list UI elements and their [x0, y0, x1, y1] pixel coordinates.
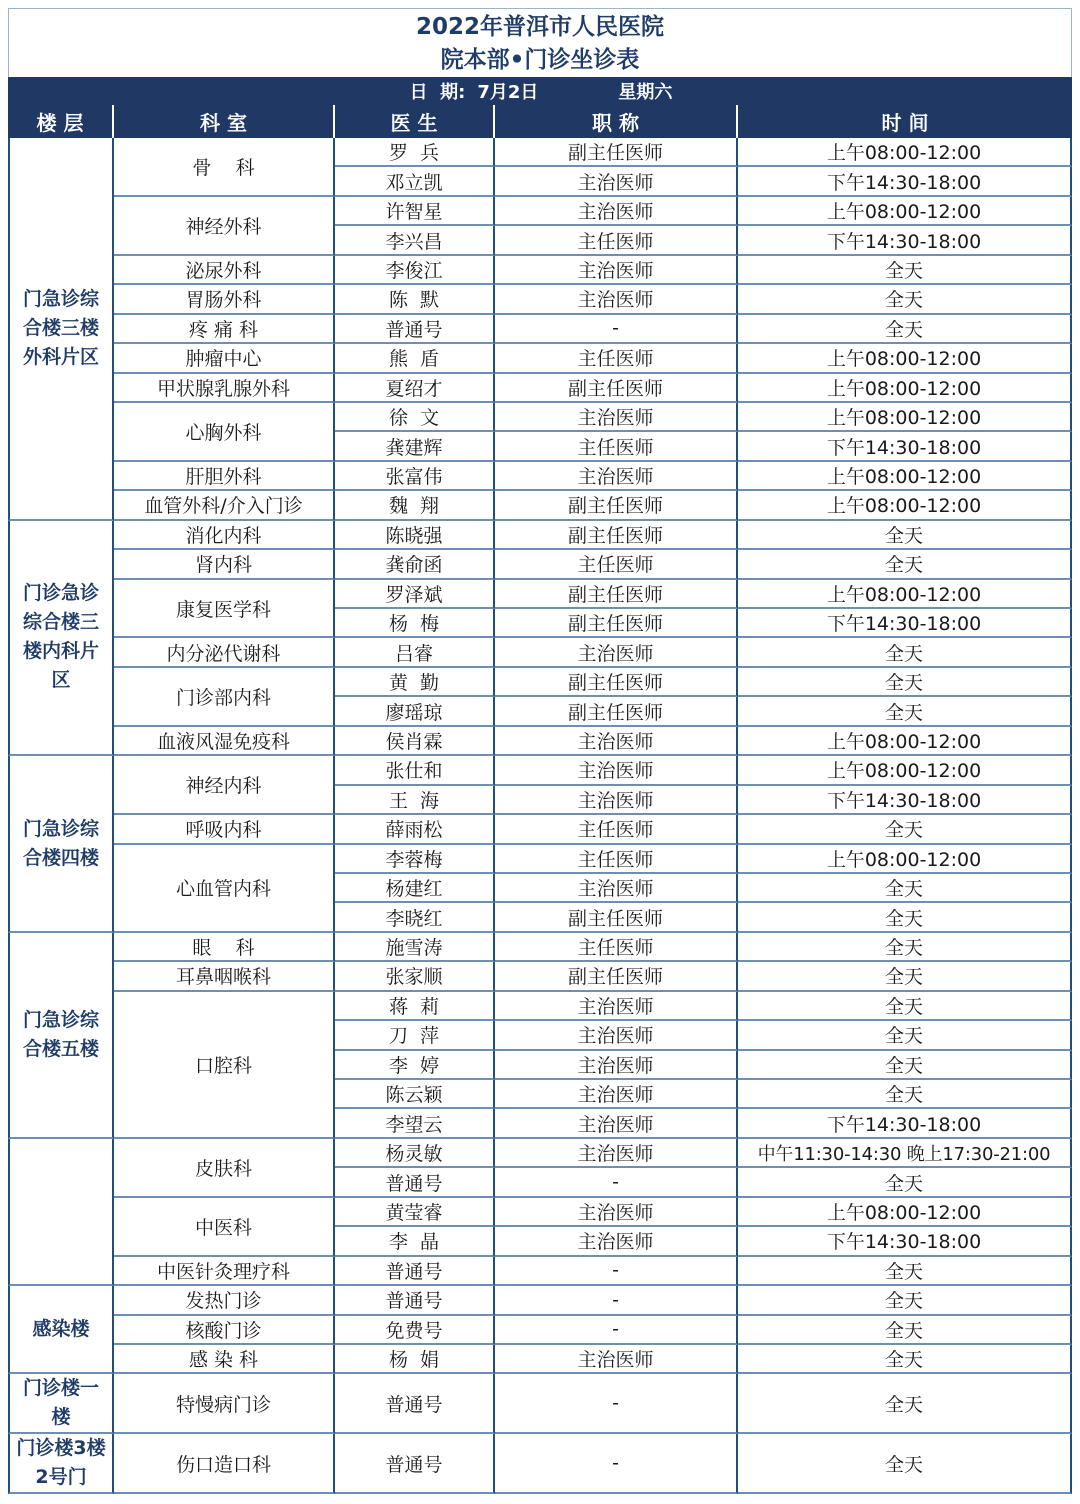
doctor-cell: 徐 文	[335, 403, 495, 432]
doctor-cell: 张仕和	[335, 756, 495, 785]
doctor-cell: 蒋 莉	[335, 992, 495, 1021]
time-cell: 全天	[738, 668, 1072, 697]
title-cell: 主任医师	[495, 845, 738, 874]
department-cell: 内分泌代谢科	[114, 638, 335, 667]
department-cell: 呼吸内科	[114, 815, 335, 844]
doctor-cell: 王 海	[335, 786, 495, 815]
department-cell: 肾内科	[114, 550, 335, 579]
col-header-doctor: 医 生	[335, 105, 495, 138]
title-cell: 主治医师	[495, 197, 738, 226]
department-cell: 心胸外科	[114, 403, 335, 462]
title-cell: 副主任医师	[495, 962, 738, 991]
title-cell: 主治医师	[495, 992, 738, 1021]
department-cell: 核酸门诊	[114, 1316, 335, 1345]
time-cell: 下午14:30-18:00	[738, 1109, 1072, 1138]
doctor-cell: 李 晶	[335, 1227, 495, 1256]
doctor-cell: 李晓红	[335, 903, 495, 932]
title-cell: 副主任医师	[495, 580, 738, 609]
department-cell: 甲状腺乳腺外科	[114, 374, 335, 403]
department-cell: 血液风湿免疫科	[114, 727, 335, 756]
doctor-cell: 龚俞函	[335, 550, 495, 579]
title-cell: 主治医师	[495, 1051, 738, 1080]
date-value: 7月2日	[477, 82, 539, 103]
title-cell: 副主任医师	[495, 609, 738, 638]
doctor-cell: 侯肖霖	[335, 727, 495, 756]
col-header-floor: 楼 层	[8, 105, 114, 138]
doctor-cell: 杨 梅	[335, 609, 495, 638]
doctor-cell: 李蓉梅	[335, 845, 495, 874]
doctor-cell: 陈云颖	[335, 1080, 495, 1109]
doctor-cell: 普通号	[335, 315, 495, 344]
department-cell: 伤口造口科	[114, 1434, 335, 1494]
title-cell: 主治医师	[495, 1021, 738, 1050]
department-cell: 特慢病门诊	[114, 1374, 335, 1434]
title-cell: 主治医师	[495, 462, 738, 491]
department-cell: 消化内科	[114, 521, 335, 550]
time-cell: 全天	[738, 1051, 1072, 1080]
doctor-cell: 罗 兵	[335, 138, 495, 167]
title-cell: -	[495, 1168, 738, 1197]
title-cell: 主治医师	[495, 638, 738, 667]
doctor-cell: 薛雨松	[335, 815, 495, 844]
date-bar	[8, 77, 1072, 105]
time-cell: 上午08:00-12:00	[738, 756, 1072, 785]
title-cell: 副主任医师	[495, 491, 738, 520]
time-cell: 全天	[738, 1374, 1072, 1434]
time-cell: 全天	[738, 256, 1072, 285]
time-cell: 全天	[738, 1080, 1072, 1109]
title-cell: 副主任医师	[495, 521, 738, 550]
doctor-cell: 邓立凯	[335, 167, 495, 196]
title-cell: 主治医师	[495, 167, 738, 196]
doctor-cell: 夏绍才	[335, 374, 495, 403]
title-cell: 主治医师	[495, 1345, 738, 1374]
doctor-cell: 熊 盾	[335, 344, 495, 373]
time-cell: 上午08:00-12:00	[738, 403, 1072, 432]
time-cell: 全天	[738, 1021, 1072, 1050]
schedule-title: 院本部•门诊坐诊表	[440, 47, 640, 73]
doctor-cell: 杨建红	[335, 874, 495, 903]
title-cell: 主治医师	[495, 1227, 738, 1256]
title-block	[8, 8, 1072, 77]
doctor-cell: 李兴昌	[335, 226, 495, 255]
title-cell: 主治医师	[495, 1198, 738, 1227]
title-cell: 主任医师	[495, 550, 738, 579]
time-cell: 上午08:00-12:00	[738, 727, 1072, 756]
time-cell: 全天	[738, 1316, 1072, 1345]
department-cell: 康复医学科	[114, 580, 335, 639]
title-cell: 主治医师	[495, 1139, 738, 1168]
col-header-time: 时 间	[881, 111, 929, 135]
title-cell: 副主任医师	[495, 138, 738, 167]
weekday-value: 星期六	[618, 82, 673, 103]
time-cell: 全天	[738, 285, 1072, 314]
floor-cell: 感染楼	[8, 1286, 114, 1374]
time-cell: 全天	[738, 962, 1072, 991]
title-cell: 主治医师	[495, 1109, 738, 1138]
time-cell: 上午08:00-12:00	[738, 138, 1072, 167]
title-cell: 主任医师	[495, 226, 738, 255]
department-cell: 神经外科	[114, 197, 335, 256]
title-cell: 主治医师	[495, 786, 738, 815]
time-cell: 中午11:30-14:30 晚上17:30-21:00	[738, 1139, 1072, 1168]
department-cell: 肝胆外科	[114, 462, 335, 491]
title-cell: -	[495, 1434, 738, 1494]
title-cell: 副主任医师	[495, 903, 738, 932]
department-cell: 神经内科	[114, 756, 335, 815]
doctor-cell: 陈晓强	[335, 521, 495, 550]
time-cell: 全天	[738, 638, 1072, 667]
time-cell: 全天	[738, 315, 1072, 344]
time-cell: 下午14:30-18:00	[738, 1227, 1072, 1256]
title-cell: 副主任医师	[495, 697, 738, 726]
floor-cell: 门急诊综合楼四楼	[8, 756, 114, 933]
floor-cell: 门急诊综合楼五楼	[8, 933, 114, 1139]
time-cell: 下午14:30-18:00	[738, 167, 1072, 196]
title-cell: -	[495, 1257, 738, 1286]
department-cell: 门诊部内科	[114, 668, 335, 727]
department-cell: 口腔科	[114, 992, 335, 1139]
time-cell: 全天	[738, 1257, 1072, 1286]
title-cell: 副主任医师	[495, 668, 738, 697]
doctor-cell: 施雪涛	[335, 933, 495, 962]
doctor-cell: 杨 娟	[335, 1345, 495, 1374]
title-cell: 主任医师	[495, 432, 738, 461]
title-cell: 主治医师	[495, 727, 738, 756]
department-cell: 耳鼻咽喉科	[114, 962, 335, 991]
doctor-cell: 龚建辉	[335, 432, 495, 461]
time-cell: 上午08:00-12:00	[738, 197, 1072, 226]
doctor-cell: 黄 勤	[335, 668, 495, 697]
time-cell: 上午08:00-12:00	[738, 491, 1072, 520]
floor-cell: 门诊楼一楼	[8, 1374, 114, 1434]
department-cell: 发热门诊	[114, 1286, 335, 1315]
time-cell: 全天	[738, 874, 1072, 903]
doctor-cell: 陈 默	[335, 285, 495, 314]
time-cell: 全天	[738, 1168, 1072, 1197]
time-cell: 下午14:30-18:00	[738, 432, 1072, 461]
time-cell: 下午14:30-18:00	[738, 226, 1072, 255]
title-cell: 副主任医师	[495, 374, 738, 403]
time-cell: 下午14:30-18:00	[738, 786, 1072, 815]
title-cell: -	[495, 1316, 738, 1345]
title-cell: -	[495, 1374, 738, 1434]
title-cell: -	[495, 1286, 738, 1315]
department-cell: 疼 痛 科	[114, 315, 335, 344]
floor-cell: 门诊急诊综合楼三楼内科片区	[8, 521, 114, 757]
doctor-cell: 许智星	[335, 197, 495, 226]
time-cell: 全天	[738, 992, 1072, 1021]
title-cell: 主任医师	[495, 933, 738, 962]
doctor-cell: 李望云	[335, 1109, 495, 1138]
title-cell: 主治医师	[495, 1080, 738, 1109]
doctor-cell: 普通号	[335, 1286, 495, 1315]
doctor-cell: 普通号	[335, 1434, 495, 1494]
department-cell: 肿瘤中心	[114, 344, 335, 373]
schedule-table	[8, 138, 1072, 1494]
col-header-department: 科 室	[114, 105, 335, 138]
column-header-row	[8, 105, 1072, 138]
department-cell: 眼 科	[114, 933, 335, 962]
doctor-cell: 刀 萍	[335, 1021, 495, 1050]
time-cell: 全天	[738, 815, 1072, 844]
col-header-title: 职 称	[495, 105, 738, 138]
time-cell: 全天	[738, 1434, 1072, 1494]
doctor-cell: 普通号	[335, 1257, 495, 1286]
doctor-cell: 张富伟	[335, 462, 495, 491]
title-cell: 主治医师	[495, 756, 738, 785]
department-cell: 中医针灸理疗科	[114, 1257, 335, 1286]
floor-cell: 门急诊综合楼三楼外科片区	[8, 138, 114, 521]
date-label: 日 期:	[409, 82, 466, 103]
doctor-cell: 普通号	[335, 1374, 495, 1434]
title-cell: 主治医师	[495, 874, 738, 903]
time-cell: 全天	[738, 933, 1072, 962]
department-cell: 心血管内科	[114, 845, 335, 933]
doctor-cell: 罗泽斌	[335, 580, 495, 609]
time-cell: 全天	[738, 1345, 1072, 1374]
time-cell: 全天	[738, 550, 1072, 579]
department-cell: 泌尿外科	[114, 256, 335, 285]
department-cell: 骨 科	[114, 138, 335, 197]
doctor-cell: 免费号	[335, 1316, 495, 1345]
time-cell: 上午08:00-12:00	[738, 374, 1072, 403]
department-cell: 胃肠外科	[114, 285, 335, 314]
hospital-title: 2022年普洱市人民医院	[415, 14, 664, 40]
title-cell: 主任医师	[495, 815, 738, 844]
time-cell: 上午08:00-12:00	[738, 1198, 1072, 1227]
title-cell: 主治医师	[495, 403, 738, 432]
time-cell: 下午14:30-18:00	[738, 609, 1072, 638]
floor-cell	[8, 1139, 114, 1286]
title-cell: 主任医师	[495, 344, 738, 373]
floor-cell: 门诊楼3楼2号门	[8, 1434, 114, 1494]
time-cell: 全天	[738, 521, 1072, 550]
time-cell: 上午08:00-12:00	[738, 580, 1072, 609]
doctor-cell: 杨灵敏	[335, 1139, 495, 1168]
doctor-cell: 魏 翔	[335, 491, 495, 520]
department-cell: 感 染 科	[114, 1345, 335, 1374]
time-cell: 上午08:00-12:00	[738, 344, 1072, 373]
time-cell: 全天	[738, 903, 1072, 932]
schedule-sheet	[8, 8, 1072, 1494]
department-cell: 皮肤科	[114, 1139, 335, 1198]
doctor-cell: 吕睿	[335, 638, 495, 667]
doctor-cell: 张家顺	[335, 962, 495, 991]
doctor-cell: 李俊江	[335, 256, 495, 285]
time-cell: 上午08:00-12:00	[738, 462, 1072, 491]
time-cell: 上午08:00-12:00	[738, 845, 1072, 874]
doctor-cell: 普通号	[335, 1168, 495, 1197]
time-cell: 全天	[738, 697, 1072, 726]
title-cell: 主治医师	[495, 285, 738, 314]
doctor-cell: 黄莹睿	[335, 1198, 495, 1227]
title-cell: -	[495, 315, 738, 344]
department-cell: 中医科	[114, 1198, 335, 1257]
title-cell: 主治医师	[495, 256, 738, 285]
time-cell: 全天	[738, 1286, 1072, 1315]
doctor-cell: 廖瑶琼	[335, 697, 495, 726]
department-cell: 血管外科/介入门诊	[114, 491, 335, 520]
doctor-cell: 李 婷	[335, 1051, 495, 1080]
